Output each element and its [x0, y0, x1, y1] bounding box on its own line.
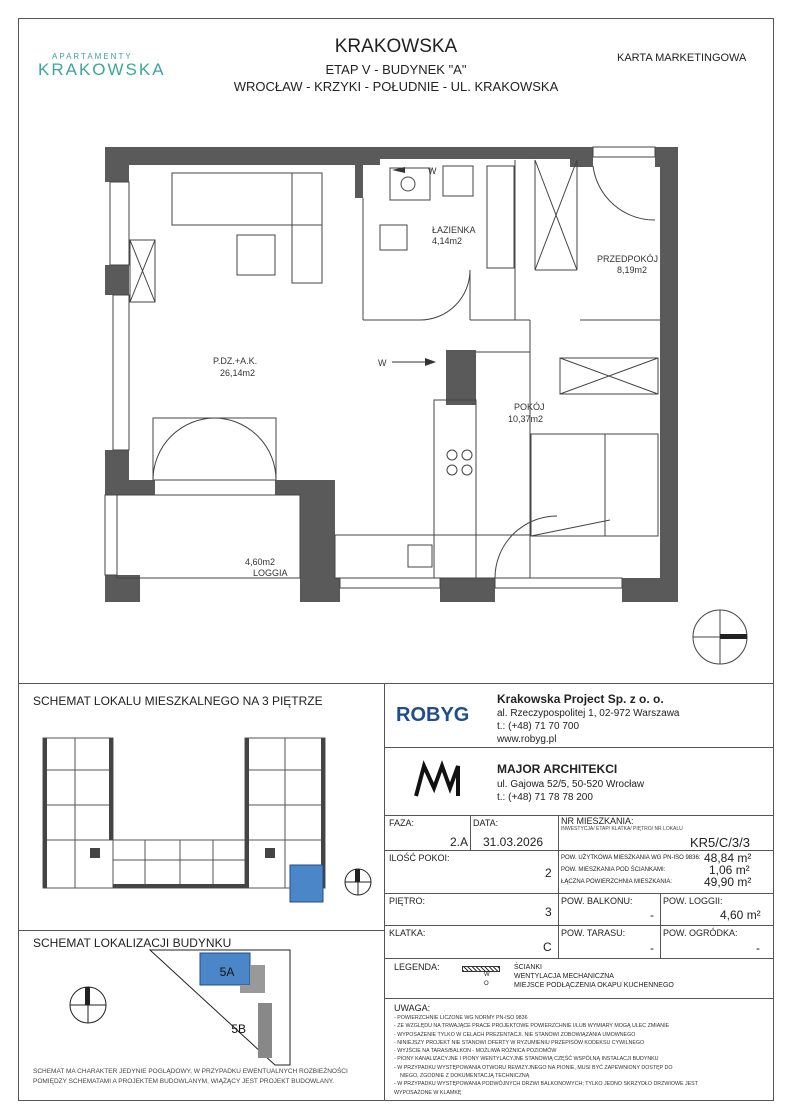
vent-marker-bathroom: W [428, 166, 437, 176]
note-item: - ZE WZGLĘDU NA TRWAJĄCE PRACE PROJEKTOWE POWIERZCHNIE I/LUB WYMIARY MOGĄ ULEC ZMIANIE [394, 1023, 670, 1030]
klatka-label: KLATKA: [389, 928, 426, 938]
laczna-value: 49,90 m² [704, 875, 752, 889]
vent-marker-kitchen: W [378, 358, 387, 368]
divider-schema-split [18, 930, 384, 931]
schema-floor-title: SCHEMAT LOKALU MIESZKALNEGO NA 3 PIĘTRZE [33, 694, 323, 708]
schema-disclaimer-1: SCHEMAT MA CHARAKTER JEDYNIE POGLĄDOWY, W PRZYPADKU EWENTUALNYCH ROZBIEŻNOŚCI [33, 1068, 348, 1075]
page-subtitle-1: ETAP V - BUDYNEK "A" [325, 62, 467, 77]
note-item: - POWIERZCHNIE LICZONE WG NORMY PN-ISO 9836 [394, 1015, 528, 1021]
card-label: KARTA MARKETINGOWA [617, 52, 747, 64]
laczna-label: ŁĄCZNA POWIERZCHNIA MIESZKANIA: [561, 879, 673, 885]
architect-name: MAJOR ARCHITEKCI [497, 762, 618, 776]
nr-label: NR MIESZKANIA: [561, 816, 634, 826]
klatka-value: C [543, 940, 552, 954]
building-5b-label: 5B [231, 1022, 246, 1036]
data-value: 31.03.2026 [483, 835, 544, 849]
ogrodek-value: - [756, 941, 760, 955]
room-loggia-area: 4,60m2 [245, 557, 276, 567]
architect-phone: t.: (+48) 71 78 78 200 [497, 792, 593, 803]
note-item: - W PRZYPADKU WYSTĘPOWANIA OTWORU REWIZYJNEGO NA PIONIE, MUSI BYĆ ZAPEWNIONY DOSTĘP DO [394, 1064, 673, 1071]
legend-item-walls: ŚCIANKI [514, 964, 543, 971]
developer-web: www.robyg.pl [497, 734, 557, 745]
schema-building-map [60, 945, 300, 1070]
architect-address: ul. Gajowa 52/5, 50-520 Wrocław [497, 779, 645, 790]
ogrodek-label: POW. OGRÓDKA: [663, 928, 738, 938]
building-5a-label: 5A [219, 965, 235, 979]
balkon-label: POW. BALKONU: [561, 896, 633, 906]
page-subtitle-2: WROCŁAW - KRZYKI - POŁUDNIE - UL. KRAKOWSKA [233, 79, 559, 94]
divider-col-loggia [660, 893, 661, 958]
note-item: NIEGO, ZGODNIE Z DOKUMENTACJĄ TECHNICZNĄ [400, 1073, 530, 1080]
nr-value: KR5/C/3/3 [690, 835, 750, 850]
uzytkowa-value: 48,84 m² [704, 851, 752, 865]
pokoi-label: ILOŚĆ POKOI: [389, 853, 450, 863]
divider-schema-column [384, 683, 385, 1101]
legend-item-vent: WENTYLACJA MECHANICZNA [514, 973, 614, 980]
divider-developer [384, 747, 774, 748]
room-living-area: 26,14m2 [220, 368, 256, 378]
loggia-value: 4,60 m² [720, 908, 761, 922]
robyg-logo: ROBYG [396, 704, 470, 726]
note-item: WYPOSAŻONE W KLAMKĘ [394, 1089, 462, 1096]
developer-name: Krakowska Project Sp. z o. o. [497, 692, 664, 706]
legend-item-hood: MIEJSCE PODŁĄCZENIA OKAPU KUCHENNEGO [514, 982, 674, 989]
schema-building-title: SCHEMAT LOKALIZACJI BUDYNKU [33, 936, 232, 950]
divider-row-5 [384, 998, 774, 999]
divider-row-2 [384, 893, 774, 894]
note-item: - PIONY KANALIZACYJNE I PIONY WENTYLACYJNE STANOWIĄ CZĘŚĆ WSPÓLNĄ INSTALACJI BUDYNKU [394, 1056, 659, 1063]
major-architekci-logo [412, 760, 464, 800]
note-item: - W PRZYPADKU WYSTĘPOWANIA PODWÓJNYCH DRZWI BALKONOWYCH; TYLKO JEDNO SKRZYDŁO DRZWIOWE JEST [394, 1081, 698, 1088]
uzytkowa-label: POW. UŻYTKOWA MIESZKANIA WG PN-ISO 9836: [561, 855, 701, 861]
data-label: DATA: [473, 818, 499, 828]
schema-floor-plan [35, 730, 375, 910]
note-item: - WYJŚCIE NA TARAS/BALKON - MOŻLIWA RÓŻNICA POZIOMÓW [394, 1048, 557, 1055]
room-bedroom-name: POKÓJ [514, 402, 545, 412]
notes-list [394, 1014, 769, 1097]
developer-phone: t.: (+48) 71 70 700 [497, 721, 580, 732]
divider-col-data [558, 815, 559, 958]
legend-vent-mark: W [484, 972, 490, 978]
room-bathroom-area: 4,14m2 [432, 236, 463, 246]
brand-logo: KRAKOWSKA [38, 60, 166, 79]
legend-wall-swatch [462, 966, 500, 972]
room-hall-area: 8,19m2 [617, 265, 648, 275]
balkon-value: - [650, 908, 654, 922]
faza-label: FAZA: [389, 818, 415, 828]
divider-col-faza [470, 815, 471, 850]
pokoi-value: 2 [545, 866, 552, 880]
notes-title: UWAGA: [394, 1003, 431, 1013]
schema-disclaimer-2: POMIĘDZY SCHEMATAMI A PROJEKTEM BUDOWLANYM, WIĄŻĄCY JEST PROJEKT BUDOWLANY. [33, 1078, 335, 1085]
pod-scianami-value: 1,06 m² [709, 863, 750, 877]
faza-value: 2.A [450, 835, 469, 849]
pietro-value: 3 [545, 905, 552, 919]
room-hall-name: PRZEDPOKÓJ [597, 254, 659, 264]
legend-hood-mark: O [484, 981, 489, 987]
divider-row-3 [384, 925, 774, 926]
room-bedroom-area: 10,37m2 [508, 414, 544, 424]
divider-row-4 [384, 958, 774, 959]
taras-label: POW. TARASU: [561, 928, 626, 938]
pietro-label: PIĘTRO: [389, 896, 426, 906]
divider-bottom-section [18, 683, 774, 684]
developer-address: al. Rzeczypospolitej 1, 02-972 Warszawa [497, 708, 680, 719]
note-item: - NINIEJSZY PROJEKT NIE STANOWI OFERTY W RYZUMIENIU PRZEPISÓW KODEKSU CYWILNEGO [394, 1039, 645, 1046]
room-living-name: P.DZ.+A.K. [213, 356, 258, 366]
nr-sub-label: INWESTYCJA/ ETAP/ KLATKA/ PIĘTRO/ NR LOKALU [561, 826, 683, 832]
brand-logo-top: APARTAMENTY [52, 52, 133, 61]
loggia-label: POW. LOGGII: [663, 896, 723, 906]
taras-value: - [650, 941, 654, 955]
pod-scianami-label: POW. MIESZKANIA POD ŚCIANKAMI: [561, 867, 666, 873]
note-item: - WYPOSAŻENIE TYLKO W CELACH PREZENTACJI. NIE STANOWI ZOBOWIĄZANIA UMOWNEGO [394, 1031, 636, 1038]
room-bathroom-name: ŁAZIENKA [432, 225, 476, 235]
room-loggia-name: LOGGIA [253, 568, 288, 578]
legend-title: LEGENDA: [394, 962, 440, 972]
page-title: KRAKOWSKA [334, 36, 458, 57]
